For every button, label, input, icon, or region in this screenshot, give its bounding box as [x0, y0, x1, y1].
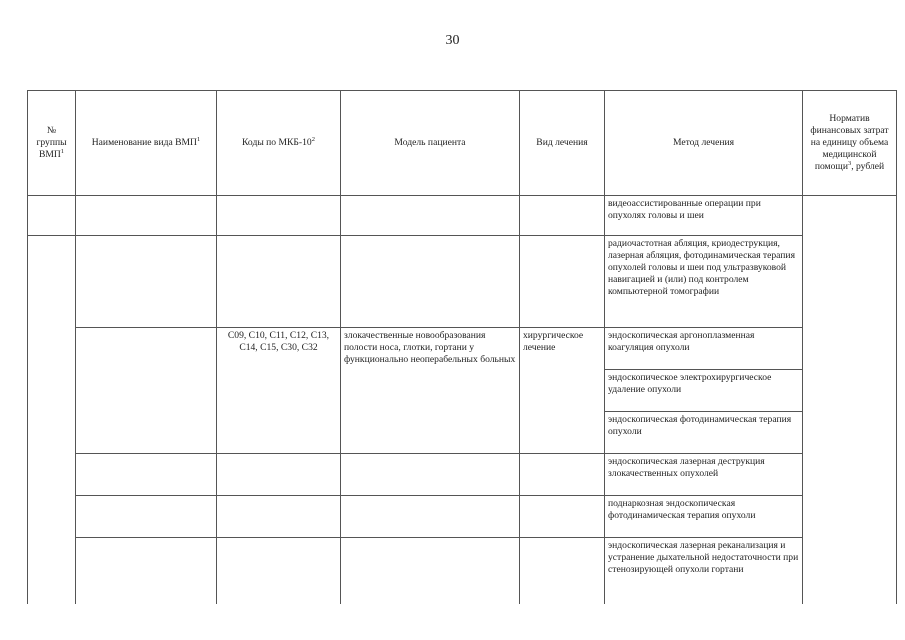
method-cell: поднаркозная эндоскопическая фотодинамическая терапия опухоли [605, 496, 803, 538]
patient-model-cell: злокачественные новообразования полости носа, глотки, гортани у функционально неоперабельных больных [341, 328, 520, 454]
table-row [28, 328, 897, 370]
table-header-row [28, 91, 897, 196]
table-row [28, 196, 897, 236]
page-number: 30 [445, 33, 460, 48]
vmp-table [27, 90, 897, 604]
header-patient-model: Модель пациента [341, 91, 520, 196]
table-row [28, 496, 897, 538]
method-cell: эндоскопическая лазерная реканализация и устранение дыхательной недостаточности при стенозирующей опухоли гортани [605, 538, 803, 604]
method-cell: эндоскопическая лазерная деструкция злокачественных опухолей [605, 454, 803, 496]
table-row [28, 538, 897, 604]
header-icd-codes: Коды по МКБ-$10^2$ [217, 91, 341, 196]
header-treatment-type: Вид лечения [520, 91, 605, 196]
method-cell: радиочастотная абляция, криодеструкция, лазерная абляция, фотодинамическая терапия опухолей головы и шеи под ультразвуковой навигацией и (или) под контролем компьютерной томографии [605, 236, 803, 328]
icd-codes-cell: C09, C10, C11, C12, C13, C14, C15, C30, C32 [217, 328, 341, 454]
table-row [28, 454, 897, 496]
header-treatment-method: Метод лечения [605, 91, 803, 196]
header-cost-standard: Норматив финансовых затрат на единицу объема медицинской помощи$^3$, рублей [803, 91, 897, 196]
method-cell: эндоскопическая фотодинамическая терапия опухоли [605, 412, 803, 454]
treatment-type-cell: хирургическое лечение [520, 328, 605, 454]
method-cell: эндоскопическая аргоноплазменная коагуляция опухоли [605, 328, 803, 370]
header-group-number: № группы ВМП$^1$ [28, 91, 76, 196]
method-cell: эндоскопическое электрохирургическое удаление опухоли [605, 370, 803, 412]
method-cell: видеоассистированные операции при опухолях головы и шеи [605, 196, 803, 236]
table-row [28, 236, 897, 328]
header-vmp-name: Наименование вида ВМП$^1$ [76, 91, 217, 196]
